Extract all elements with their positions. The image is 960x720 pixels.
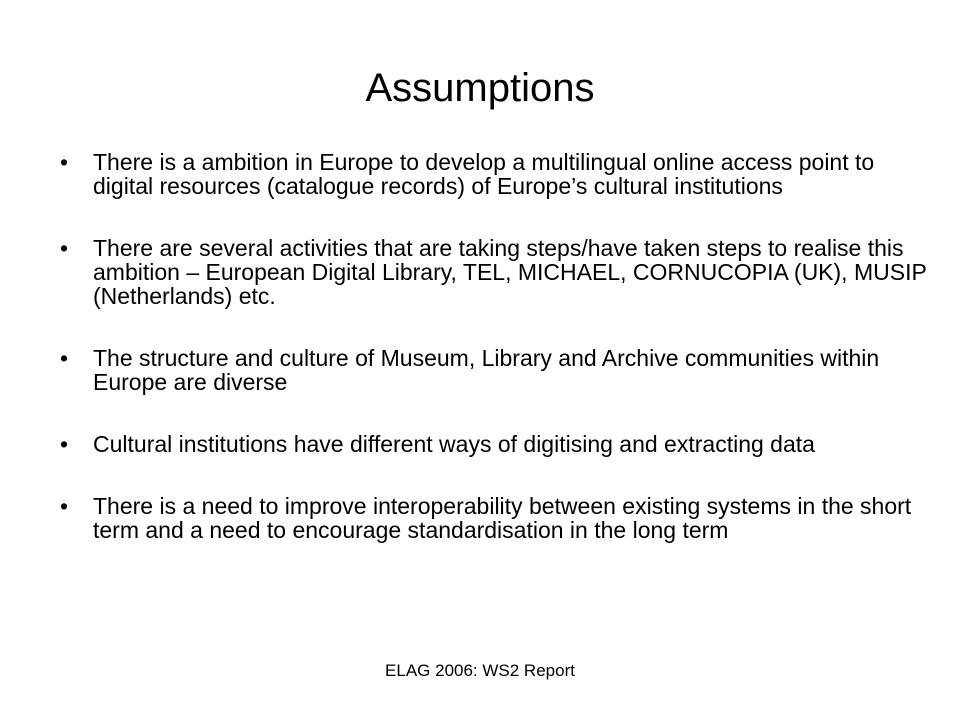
- bullet-text: There are several activities that are taking steps/have taken steps to realise this ambition – European Digital Library, TEL, MICHAEL, CORNUCOPIA (UK), MUSIP (Netherlands) etc.: [93, 235, 927, 309]
- bullet-item: [60, 494, 930, 542]
- bullet-item: [60, 432, 930, 456]
- bullet-dot-icon: •: [60, 345, 69, 371]
- bullet-text: The structure and culture of Museum, Library and Archive communities within Europe are diverse: [93, 345, 880, 395]
- bullet-text: There is a need to improve interoperability between existing systems in the short term and a need to encourage standardisation in the long term: [93, 493, 912, 543]
- bullet-list: [60, 150, 930, 542]
- bullet-item: [60, 346, 930, 394]
- bullet-dot-icon: •: [60, 235, 69, 261]
- bullet-dot-icon: •: [60, 431, 69, 457]
- bullet-item: [60, 236, 930, 308]
- bullet-item: [60, 150, 930, 198]
- bullet-text: There is a ambition in Europe to develop a multilingual online access point to digital resources (catalogue records) of Europe’s cultural institutions: [93, 149, 875, 199]
- slide-title: Assumptions: [365, 66, 595, 110]
- bullet-dot-icon: •: [60, 149, 69, 175]
- bullet-dot-icon: •: [60, 493, 69, 519]
- slide-footer: ELAG 2006: WS2 Report: [385, 661, 575, 680]
- bullet-text: Cultural institutions have different ways of digitising and extracting data: [93, 431, 815, 457]
